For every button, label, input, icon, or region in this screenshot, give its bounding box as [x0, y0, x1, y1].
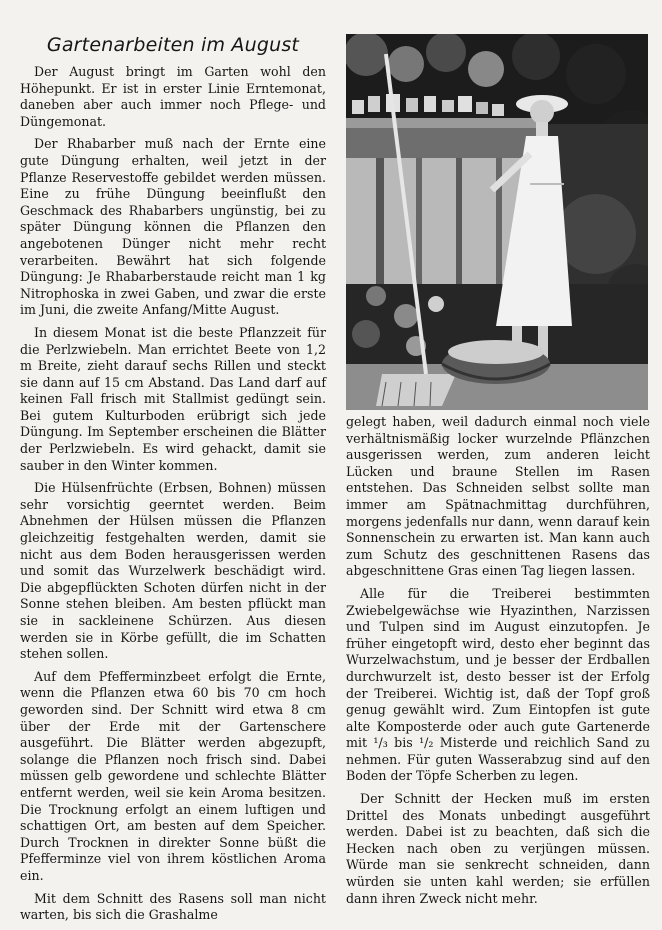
paragraph-zwiebelgewaechse: Alle für die Treiberei bestimmten Zwiebelgewächse wie Hyazinthen, Narzissen und Tulpen sind im August einzutopfen. Je früher eingetopft wird, desto eher beginnt das Wurzelwachstum, und je besser der Erdballen durchwurzelt ist, desto besser ist der Erfolg der Treiberei. Wichtig ist, daß der Topf groß genug gewählt wird. Zum Eintopfen ist gute alte Komposterde oder auch gute Gartenerde mit ¹/₃ bis ¹/₂ Misterde und reichlich Sand zu nehmen. Für guten Wasserabzug sind auf den Boden der Töpfe Scherben zu legen.	[346, 585, 650, 784]
garden-photo-icon	[346, 34, 648, 410]
right-column	[346, 414, 650, 913]
paragraph-hecken: Der Schnitt der Hecken muß im ersten Drittel des Monats unbedingt ausgeführt werden. Dabei ist zu beachten, daß sich die Hecken nach oben zu verjüngen müssen. Würde man sie senkrecht schneiden, dann würden sie unten kahl werden; sie erfüllen dann ihren Zweck nicht mehr.	[346, 791, 650, 906]
paragraph-pfefferminze: Auf dem Pfefferminzbeet erfolgt die Ernte, wenn die Pflanzen etwa 60 bis 70 cm hoch geworden sind. Der Schnitt wird etwa 8 cm über der Erde mit der Gartenschere ausgeführt. Die Blätter werden abgezupft, solange die Pflanzen noch frisch sind. Dabei müssen gelb gewordene und schlechte Blätter entfernt werden, weil sie kein Aroma besitzen. Die Trocknung erfolgt an einem luftigen und schattigen Ort, am besten auf dem Speicher. Durch Trocknen in direkter Sonne büßt die Pfefferminze viel von ihrem köstlichen Aroma ein.	[20, 668, 326, 883]
paragraph-intro: Der August bringt im Garten wohl den Höhepunkt. Er ist in erster Linie Erntemonat, daneben aber auch immer noch Pflege- und Düngemonat.	[20, 64, 326, 129]
paragraph-rasen-start: Mit dem Schnitt des Rasens soll man nicht warten, bis sich die Grashalme	[20, 890, 326, 923]
paragraph-huelsenfruechte: Die Hülsenfrüchte (Erbsen, Bohnen) müssen sehr vorsichtig geerntet werden. Beim Abnehmen der Hülsen müssen die Pflanzen gleichzeitig festgehalten werden, damit sie nicht aus dem Boden herausgerissen werden und somit das Wurzelwerk beschädigt wird. Die abgepflückten Schoten dürfen nicht in der Sonne stehen bleiben. Am besten pflückt man sie in sackleinene Schürzen. Aus diesen werden sie in Körbe gefüllt, die im Schatten stehen sollen.	[20, 480, 326, 662]
paragraph-perlzwiebeln: In diesem Monat ist die beste Pflanzzeit für die Perlzwiebeln. Man errichtet Beete von 1,2 m Breite, zieht darauf sechs Rillen und steckt sie dann auf 15 cm Abstand. Das Land darf auf keinen Fall frisch mit Stallmist gedüngt sein. Bei gutem Kulturboden erübrigt sich jede Düngung. Im September erscheinen die Blätter der Perlzwiebeln. Es wird gehackt, damit sie sauber in den Winter kommen.	[20, 324, 326, 473]
paragraph-rhabarber: Der Rhabarber muß nach der Ernte eine gute Düngung erhalten, weil jetzt in der Pflanze Reservestoffe gebildet werden müssen. Eine zu frühe Düngung beeinflußt den Geschmack des Rhabarbers ungünstig, bei zu später Düngung können die Pflanzen den angebotenen Dünger nicht mehr recht verarbeiten. Bewährt hat sich folgende Düngung: Je Rhabarberstaude reicht man 1 kg Nitrophoska in zwei Gaben, und zwar die erste im Juni, die zweite Anfang/Mitte August.	[20, 136, 326, 318]
article-title: Gartenarbeiten im August	[46, 34, 300, 56]
paragraph-rasen-continued: gelegt haben, weil dadurch einmal noch viele verhältnismäßig locker wurzelnde Pflänzchen ausgerissen werden, zum anderen leicht Lücken und braune Stellen im Rasen entstehen. Das Schneiden selbst sollte man immer am Spätnachmittag durchführen, morgens jedenfalls nur dann, wenn darauf kein Sonnenschein zu erwarten ist. Man kann auch zum Schutz des geschnittenen Rasens das abgeschnittene Gras einen Tag liegen lassen.	[346, 414, 650, 579]
left-column	[20, 34, 326, 930]
